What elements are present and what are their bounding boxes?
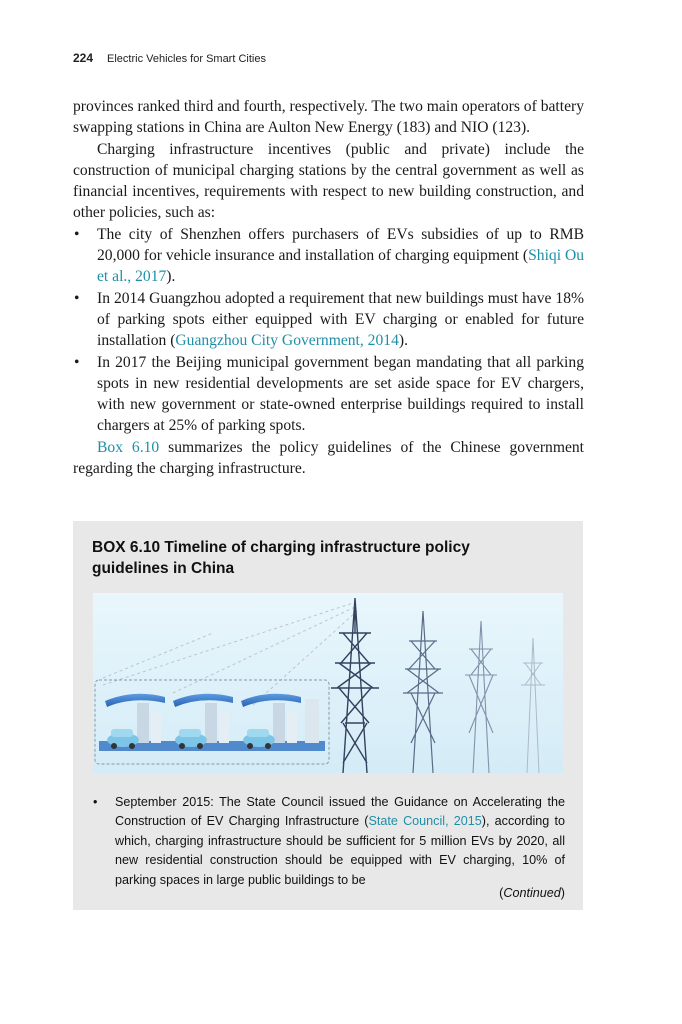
citation-link[interactable]: State Council, 2015 bbox=[368, 814, 482, 829]
box-title: BOX 6.10 Timeline of charging infrastructure policy guidelines in China bbox=[92, 539, 470, 577]
box-timeline-list bbox=[93, 793, 565, 890]
main-text bbox=[73, 96, 584, 479]
page-number: 224 bbox=[73, 51, 94, 65]
paragraph: Charging infrastructure incentives (public and private) include the construction of municipal charging stations by the central government as well as financial incentives, requirements with respect to new building construction, and other policies, such as: bbox=[73, 140, 584, 222]
paragraph: Box 6.10 summarizes the policy guidelines of the Chinese government regarding the charging infrastructure. bbox=[73, 438, 584, 478]
info-box bbox=[73, 521, 583, 910]
continued-label: (Continued) bbox=[499, 886, 565, 900]
bullet-item: • The city of Shenzhen offers purchasers of EVs subsidies of up to RMB 20,000 for vehicle insurance and installation of charging equipment (Shiqi Ou et al., 2017). bbox=[73, 224, 584, 288]
paragraph: provinces ranked third and fourth, respectively. The two main operators of battery swapping stations in China are Aulton New Energy (183) and NIO (123). bbox=[73, 98, 584, 137]
charging-infrastructure-figure bbox=[93, 593, 563, 773]
citation-link[interactable]: Guangzhou City Government, 2014 bbox=[175, 332, 399, 350]
running-header bbox=[73, 51, 266, 67]
box-cross-reference[interactable]: Box 6.10 bbox=[97, 438, 160, 456]
bullet-item: • In 2017 the Beijing municipal government began mandating that all parking spots in new residential developments are set aside space for EV chargers, with new government or state-owned enterprise buildings required to install chargers at 25% of parking spots. bbox=[73, 352, 584, 437]
timeline-item: • September 2015: The State Council issued the Guidance on Accelerating the Construction of EV Charging Infrastructure (State Council, 2015), according to which, charging infrastructure should be sufficient for 5 million EVs by 2020, all new residential construction should be equipped with EV charging, 10% of parking spaces in large public buildings to be bbox=[93, 793, 565, 890]
bullet-item: • In 2014 Guangzhou adopted a requirement that new buildings must have 18% of parking spots either equipped with EV charging or enabled for future installation (Guangzhou City Government, 2014). bbox=[73, 288, 584, 352]
running-title: Electric Vehicles for Smart Cities bbox=[107, 53, 266, 65]
citation-link[interactable]: Shiqi Ou et al., 2017 bbox=[97, 247, 585, 286]
bullet-list bbox=[73, 224, 584, 437]
figure-illustration bbox=[93, 593, 563, 773]
